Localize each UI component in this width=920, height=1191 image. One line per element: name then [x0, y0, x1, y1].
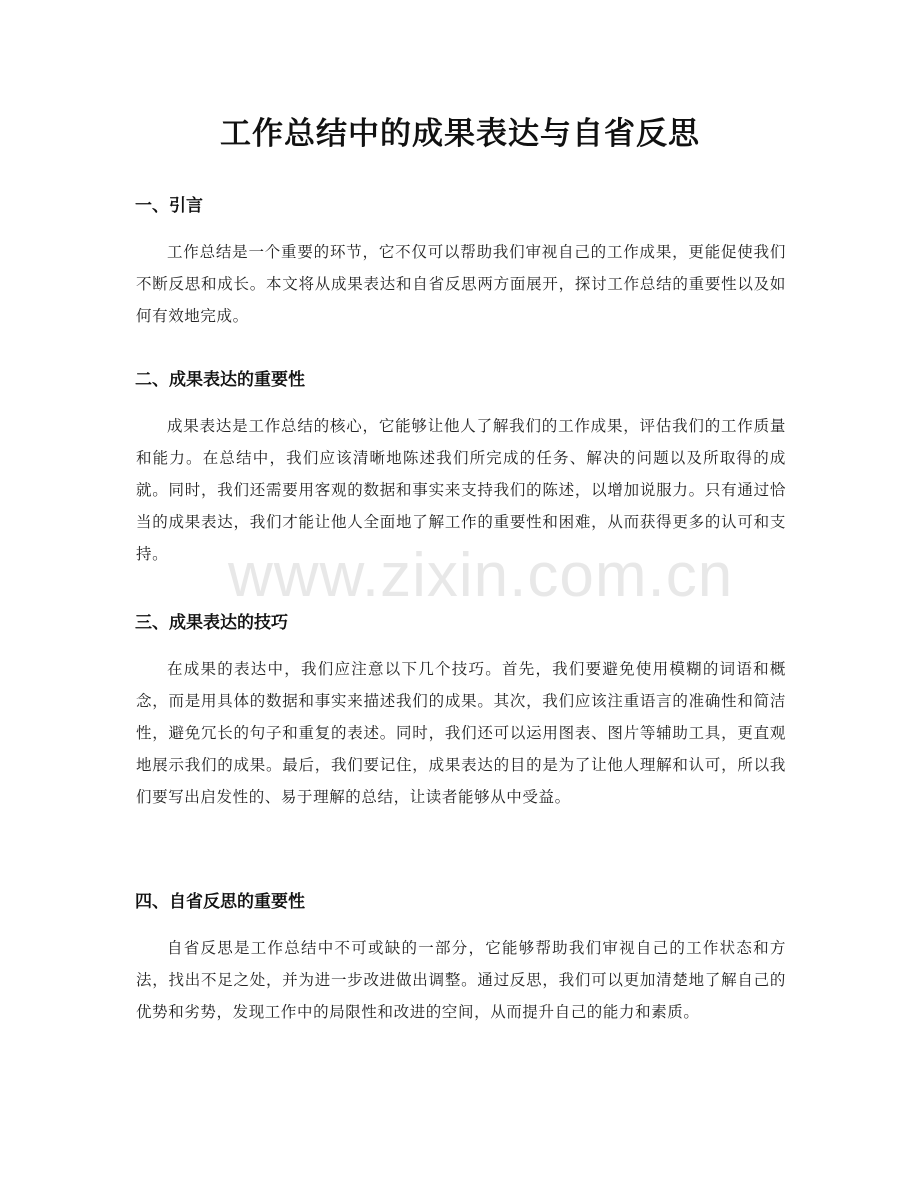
section-body-importance: 成果表达是工作总结的核心，它能够让他人了解我们的工作成果，评估我们的工作质量和能力。在总结中，我们应该清晰地陈述我们所完成的任务、解决的问题以及所取得的成就。同时，我们还需要用客观的数据和事实来支持我们的陈述，以增加说服力。只有通过恰当的成果表达，我们才能让他人全面地了解工作的重要性和困难，从而获得更多的认可和支持。 [136, 417, 786, 563]
section-heading-techniques: 三、成果表达的技巧 [135, 613, 288, 633]
watermark: www.zixin.com.cn [228, 541, 734, 610]
section-heading-importance: 二、成果表达的重要性 [135, 370, 305, 390]
section-heading-reflection: 四、自省反思的重要性 [135, 892, 305, 912]
section-body-reflection: 自省反思是工作总结中不可或缺的一部分，它能够帮助我们审视自己的工作状态和方法，找出不足之处，并为进一步改进做出调整。通过反思，我们可以更加清楚地了解自己的优势和劣势，发现工作中的局限性和改进的空间，从而提升自己的能力和素质。 [136, 939, 786, 1021]
section-body-intro: 工作总结是一个重要的环节，它不仅可以帮助我们审视自己的工作成果，更能促使我们不断反思和成长。本文将从成果表达和自省反思两方面展开，探讨工作总结的重要性以及如何有效地完成。 [136, 243, 786, 325]
section-heading-intro: 一、引言 [135, 196, 203, 216]
section-body-techniques: 在成果的表达中，我们应注意以下几个技巧。首先，我们要避免使用模糊的词语和概念，而是用具体的数据和事实来描述我们的成果。其次，我们应该注重语言的准确性和简洁性，避免冗长的句子和重复的表述。同时，我们还可以运用图表、图片等辅助工具，更直观地展示我们的成果。最后，我们要记住，成果表达的目的是为了让他人理解和认可，所以我们要写出启发性的、易于理解的总结，让读者能够从中受益。 [136, 660, 786, 806]
document-title: 工作总结中的成果表达与自省反思 [220, 116, 700, 152]
